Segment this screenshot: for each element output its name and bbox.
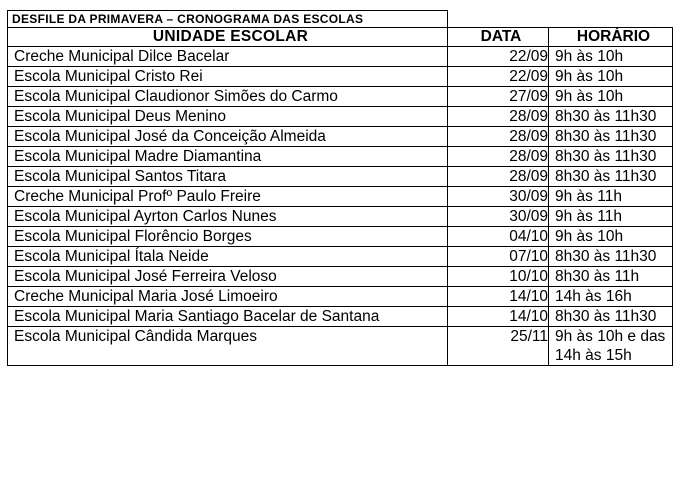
parade-date: 27/09 bbox=[448, 87, 549, 107]
parade-time: 8h30 às 11h30 bbox=[549, 247, 673, 267]
school-name: Escola Municipal Ítala Neide bbox=[8, 247, 448, 267]
parade-time: 14h às 16h bbox=[549, 287, 673, 307]
parade-time: 8h30 às 11h30 bbox=[549, 147, 673, 167]
parade-date: 04/10 bbox=[448, 227, 549, 247]
header-time: HORÁRIO bbox=[549, 28, 673, 47]
school-name: Escola Municipal Deus Menino bbox=[8, 107, 448, 127]
table-row bbox=[8, 187, 673, 207]
parade-time: 8h30 às 11h30 bbox=[549, 307, 673, 327]
parade-date: 28/09 bbox=[448, 127, 549, 147]
parade-date: 28/09 bbox=[448, 167, 549, 187]
school-name: Escola Municipal José da Conceição Almeida bbox=[8, 127, 448, 147]
parade-time: 8h30 às 11h30 bbox=[549, 127, 673, 147]
school-name: Escola Municipal Claudionor Simões do Carmo bbox=[8, 87, 448, 107]
school-name: Escola Municipal Santos Titara bbox=[8, 167, 448, 187]
table-row bbox=[8, 247, 673, 267]
school-name: Creche Municipal Dilce Bacelar bbox=[8, 47, 448, 67]
parade-date: 30/09 bbox=[448, 207, 549, 227]
table-row bbox=[8, 267, 673, 287]
parade-time: 9h às 11h bbox=[549, 207, 673, 227]
parade-date: 07/10 bbox=[448, 247, 549, 267]
school-name: Escola Municipal Florêncio Borges bbox=[8, 227, 448, 247]
schedule-table bbox=[7, 27, 673, 366]
parade-date: 30/09 bbox=[448, 187, 549, 207]
header-date: DATA bbox=[448, 28, 549, 47]
parade-date: 14/10 bbox=[448, 307, 549, 327]
document-title: DESFILE DA PRIMAVERA – CRONOGRAMA DAS ESCOLAS bbox=[7, 10, 448, 27]
table-row bbox=[8, 207, 673, 227]
parade-time: 8h30 às 11h30 bbox=[549, 107, 673, 127]
parade-time: 9h às 10h bbox=[549, 67, 673, 87]
school-name: Creche Municipal Maria José Limoeiro bbox=[8, 287, 448, 307]
school-name: Escola Municipal Maria Santiago Bacelar de Santana bbox=[8, 307, 448, 327]
parade-date: 10/10 bbox=[448, 267, 549, 287]
school-name: Escola Municipal Ayrton Carlos Nunes bbox=[8, 207, 448, 227]
table-row bbox=[8, 167, 673, 187]
header-school: UNIDADE ESCOLAR bbox=[8, 28, 448, 47]
parade-time: 9h às 10h bbox=[549, 227, 673, 247]
parade-time: 8h30 às 11h bbox=[549, 267, 673, 287]
school-name: Creche Municipal Profº Paulo Freire bbox=[8, 187, 448, 207]
parade-time: 9h às 11h bbox=[549, 187, 673, 207]
table-row bbox=[8, 287, 673, 307]
school-name: Escola Municipal Cristo Rei bbox=[8, 67, 448, 87]
parade-date: 22/09 bbox=[448, 67, 549, 87]
parade-time: 9h às 10h bbox=[549, 47, 673, 67]
parade-date: 28/09 bbox=[448, 147, 549, 167]
header-row bbox=[8, 28, 673, 47]
school-name: Escola Municipal Cândida Marques bbox=[8, 327, 448, 366]
parade-time: 9h às 10h bbox=[549, 87, 673, 107]
table-row bbox=[8, 127, 673, 147]
parade-time: 8h30 às 11h30 bbox=[549, 167, 673, 187]
table-row bbox=[8, 47, 673, 67]
table-row bbox=[8, 227, 673, 247]
schedule-rows bbox=[8, 47, 673, 366]
school-name: Escola Municipal José Ferreira Veloso bbox=[8, 267, 448, 287]
schedule-document bbox=[7, 10, 672, 366]
table-row bbox=[8, 327, 673, 366]
parade-date: 22/09 bbox=[448, 47, 549, 67]
table-row bbox=[8, 307, 673, 327]
title-row bbox=[7, 10, 672, 27]
table-row bbox=[8, 147, 673, 167]
parade-date: 25/11 bbox=[448, 327, 549, 366]
table-row bbox=[8, 107, 673, 127]
parade-time: 9h às 10h e das 14h às 15h bbox=[549, 327, 673, 366]
parade-date: 14/10 bbox=[448, 287, 549, 307]
table-row bbox=[8, 67, 673, 87]
parade-date: 28/09 bbox=[448, 107, 549, 127]
table-row bbox=[8, 87, 673, 107]
school-name: Escola Municipal Madre Diamantina bbox=[8, 147, 448, 167]
